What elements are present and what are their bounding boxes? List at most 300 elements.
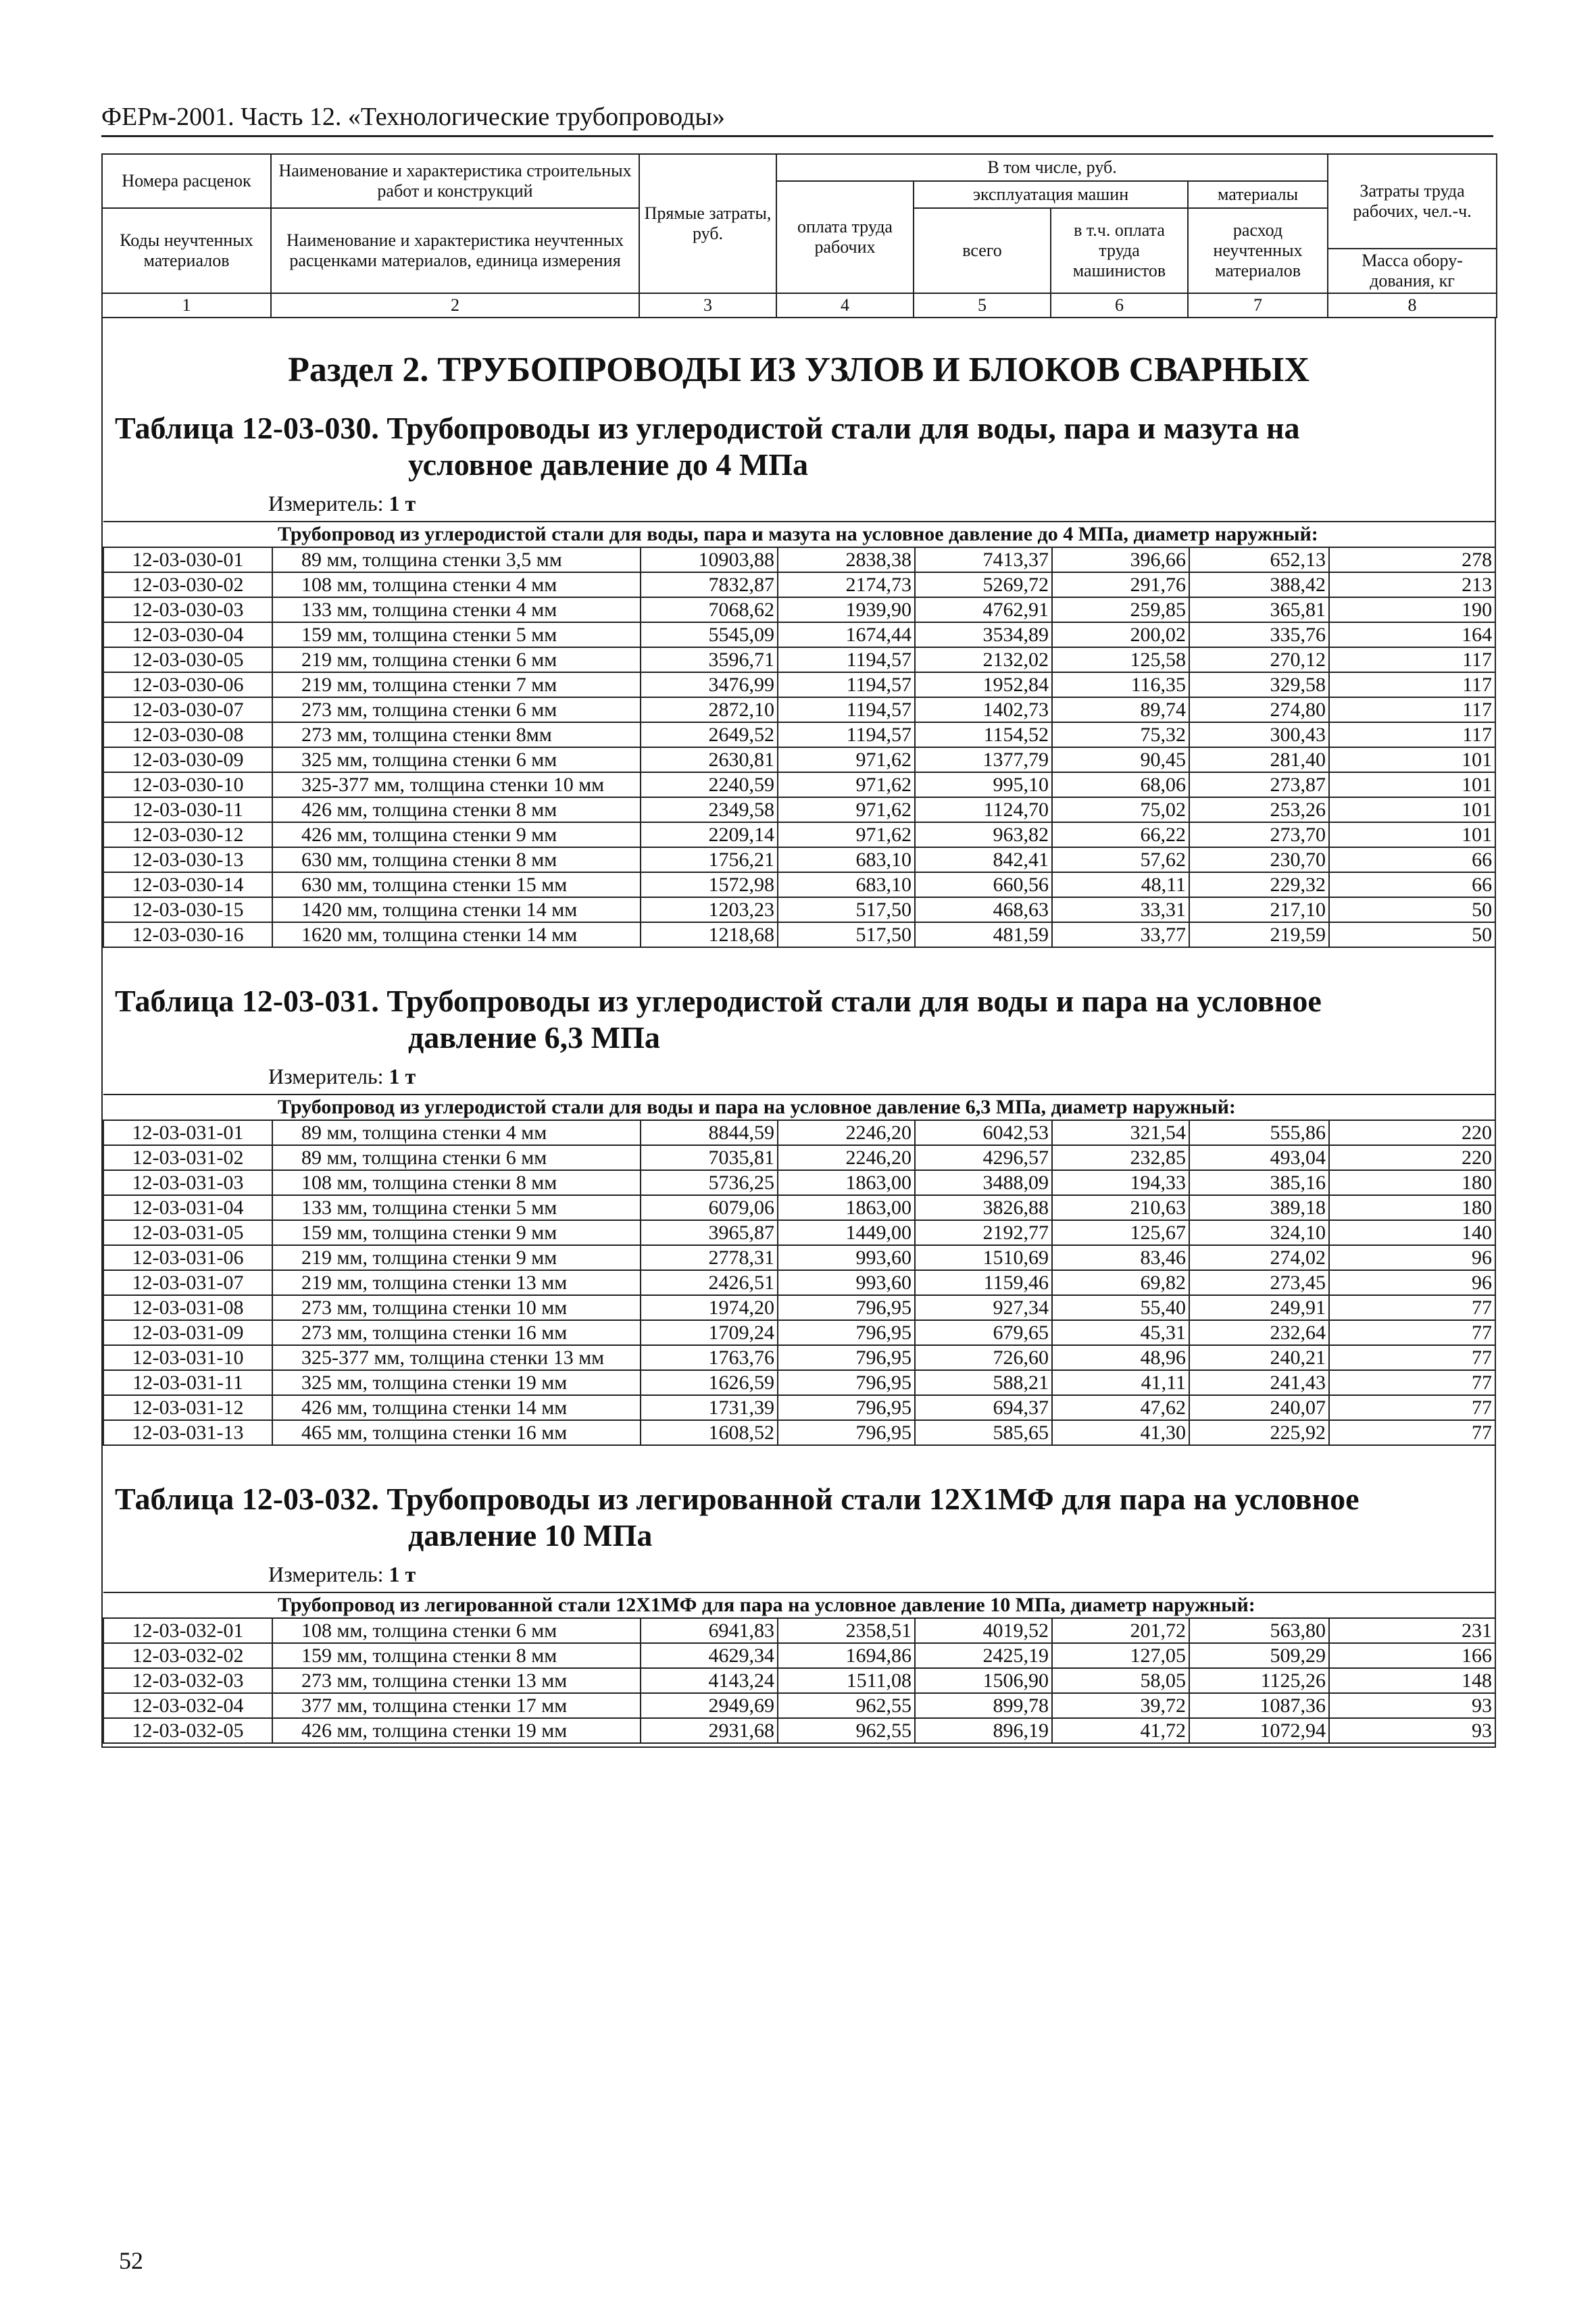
rate-code: 12-03-030-13 xyxy=(103,847,272,872)
operator-pay-cell: 57,62 xyxy=(1052,847,1189,872)
materials-cost-cell: 1072,94 xyxy=(1189,1718,1329,1743)
table-title xyxy=(103,410,1495,483)
work-description: 273 мм, толщина стенки 10 мм xyxy=(272,1295,641,1320)
rate-code: 12-03-031-07 xyxy=(103,1270,272,1295)
work-description: 325-377 мм, толщина стенки 10 мм xyxy=(272,772,641,797)
direct-costs-cell: 4629,34 xyxy=(641,1643,778,1668)
operator-pay-cell: 66,22 xyxy=(1052,822,1189,847)
labor-hours-cell: 190 xyxy=(1329,597,1495,622)
direct-costs-cell: 2872,10 xyxy=(641,697,778,722)
materials-cost-cell: 274,80 xyxy=(1189,697,1329,722)
document-page xyxy=(101,101,1493,1748)
operator-pay-cell: 125,67 xyxy=(1052,1220,1189,1245)
materials-cost-cell: 324,10 xyxy=(1189,1220,1329,1245)
worker-pay-cell: 796,95 xyxy=(778,1395,915,1420)
labor-hours-cell: 50 xyxy=(1329,897,1495,922)
unit-of-measure xyxy=(103,1561,1495,1588)
direct-costs-cell: 3965,87 xyxy=(641,1220,778,1245)
running-head: ФЕРм-2001. Часть 12. «Технологические трубопроводы» xyxy=(101,101,1493,137)
labor-hours-cell: 278 xyxy=(1329,547,1495,572)
column-header-table xyxy=(101,153,1497,318)
operator-pay-cell: 48,11 xyxy=(1052,872,1189,897)
machines-total-cell: 1510,69 xyxy=(915,1245,1052,1270)
table-row xyxy=(103,1370,1495,1395)
work-description: 219 мм, толщина стенки 6 мм xyxy=(272,647,641,672)
work-description: 325-377 мм, толщина стенки 13 мм xyxy=(272,1345,641,1370)
table-row xyxy=(103,1718,1495,1743)
machines-total-cell: 4762,91 xyxy=(915,597,1052,622)
operator-pay-cell: 75,32 xyxy=(1052,722,1189,747)
machines-total-cell: 1377,79 xyxy=(915,747,1052,772)
table-row xyxy=(103,1420,1495,1445)
work-description: 108 мм, толщина стенки 6 мм xyxy=(272,1618,641,1643)
header-labor-costs: Затраты труда рабочих, чел.-ч. xyxy=(1328,154,1497,249)
labor-hours-cell: 231 xyxy=(1329,1618,1495,1643)
table-title-line-1: Таблица 12-03-032. Трубопроводы из легированной стали 12Х1МФ для пара на условное xyxy=(115,1482,1360,1516)
materials-cost-cell: 240,07 xyxy=(1189,1395,1329,1420)
rate-code: 12-03-030-12 xyxy=(103,822,272,847)
materials-cost-cell: 1087,36 xyxy=(1189,1693,1329,1718)
worker-pay-cell: 971,62 xyxy=(778,797,915,822)
materials-cost-cell: 217,10 xyxy=(1189,897,1329,922)
direct-costs-cell: 4143,24 xyxy=(641,1668,778,1693)
direct-costs-cell: 5545,09 xyxy=(641,622,778,647)
direct-costs-cell: 1218,68 xyxy=(641,922,778,947)
table-title-line-2: давление 10 МПа xyxy=(408,1518,653,1553)
materials-cost-cell: 229,32 xyxy=(1189,872,1329,897)
rate-code: 12-03-031-09 xyxy=(103,1320,272,1345)
direct-costs-cell: 7832,87 xyxy=(641,572,778,597)
table-subheader: Трубопровод из углеродистой стали для воды и пара на условное давление 6,3 МПа, диаметр наружный: xyxy=(103,1095,1495,1120)
materials-cost-cell: 274,02 xyxy=(1189,1245,1329,1270)
work-description: 159 мм, толщина стенки 8 мм xyxy=(272,1643,641,1668)
worker-pay-cell: 971,62 xyxy=(778,747,915,772)
rate-code: 12-03-032-05 xyxy=(103,1718,272,1743)
machines-total-cell: 660,56 xyxy=(915,872,1052,897)
materials-cost-cell: 241,43 xyxy=(1189,1370,1329,1395)
unit-value: 1 т xyxy=(389,491,416,515)
worker-pay-cell: 517,50 xyxy=(778,897,915,922)
work-description: 219 мм, толщина стенки 7 мм xyxy=(272,672,641,697)
operator-pay-cell: 45,31 xyxy=(1052,1320,1189,1345)
rate-code: 12-03-030-08 xyxy=(103,722,272,747)
direct-costs-cell: 8844,59 xyxy=(641,1120,778,1145)
worker-pay-cell: 796,95 xyxy=(778,1370,915,1395)
materials-cost-cell: 230,70 xyxy=(1189,847,1329,872)
header-operator-pay: в т.ч. оплата труда машинистов xyxy=(1051,208,1188,293)
operator-pay-cell: 55,40 xyxy=(1052,1295,1189,1320)
machines-total-cell: 7413,37 xyxy=(915,547,1052,572)
materials-cost-cell: 329,58 xyxy=(1189,672,1329,697)
materials-cost-cell: 232,64 xyxy=(1189,1320,1329,1345)
direct-costs-cell: 2209,14 xyxy=(641,822,778,847)
machines-total-cell: 4019,52 xyxy=(915,1618,1052,1643)
operator-pay-cell: 39,72 xyxy=(1052,1693,1189,1718)
work-description: 426 мм, толщина стенки 19 мм xyxy=(272,1718,641,1743)
header-materials: материалы xyxy=(1188,181,1328,208)
materials-cost-cell: 253,26 xyxy=(1189,797,1329,822)
column-number: 7 xyxy=(1188,293,1328,318)
labor-hours-cell: 101 xyxy=(1329,797,1495,822)
header-machines: эксплуатация машин xyxy=(914,181,1188,208)
header-name-top: Наименование и характеристика строительных работ и конструкций xyxy=(271,154,639,208)
operator-pay-cell: 127,05 xyxy=(1052,1643,1189,1668)
labor-hours-cell: 213 xyxy=(1329,572,1495,597)
table-row xyxy=(103,772,1495,797)
labor-hours-cell: 220 xyxy=(1329,1120,1495,1145)
machines-total-cell: 585,65 xyxy=(915,1420,1052,1445)
rate-code: 12-03-032-03 xyxy=(103,1668,272,1693)
direct-costs-cell: 2949,69 xyxy=(641,1693,778,1718)
work-description: 108 мм, толщина стенки 4 мм xyxy=(272,572,641,597)
materials-cost-cell: 1125,26 xyxy=(1189,1668,1329,1693)
header-direct-costs: Прямые затраты, руб. xyxy=(639,154,776,293)
operator-pay-cell: 33,77 xyxy=(1052,922,1189,947)
rate-code: 12-03-030-02 xyxy=(103,572,272,597)
labor-hours-cell: 66 xyxy=(1329,872,1495,897)
operator-pay-cell: 68,06 xyxy=(1052,772,1189,797)
worker-pay-cell: 993,60 xyxy=(778,1245,915,1270)
worker-pay-cell: 1694,86 xyxy=(778,1643,915,1668)
rate-code: 12-03-032-04 xyxy=(103,1693,272,1718)
rate-code: 12-03-030-04 xyxy=(103,622,272,647)
materials-cost-cell: 509,29 xyxy=(1189,1643,1329,1668)
machines-total-cell: 3488,09 xyxy=(915,1170,1052,1195)
materials-cost-cell: 652,13 xyxy=(1189,547,1329,572)
table-row xyxy=(103,1120,1495,1145)
table-row xyxy=(103,1245,1495,1270)
labor-hours-cell: 180 xyxy=(1329,1195,1495,1220)
rate-code: 12-03-030-07 xyxy=(103,697,272,722)
machines-total-cell: 842,41 xyxy=(915,847,1052,872)
labor-hours-cell: 148 xyxy=(1329,1668,1495,1693)
labor-hours-cell: 140 xyxy=(1329,1220,1495,1245)
worker-pay-cell: 2246,20 xyxy=(778,1120,915,1145)
labor-hours-cell: 101 xyxy=(1329,747,1495,772)
operator-pay-cell: 83,46 xyxy=(1052,1245,1189,1270)
machines-total-cell: 4296,57 xyxy=(915,1145,1052,1170)
machines-total-cell: 927,34 xyxy=(915,1295,1052,1320)
table-subheader: Трубопровод из углеродистой стали для воды, пара и мазута на условное давление до 4 МПа, диаметр наружный: xyxy=(103,522,1495,547)
labor-hours-cell: 117 xyxy=(1329,722,1495,747)
labor-hours-cell: 101 xyxy=(1329,822,1495,847)
machines-total-cell: 1124,70 xyxy=(915,797,1052,822)
worker-pay-cell: 2246,20 xyxy=(778,1145,915,1170)
worker-pay-cell: 962,55 xyxy=(778,1718,915,1743)
unit-of-measure xyxy=(103,490,1495,517)
machines-total-cell: 896,19 xyxy=(915,1718,1052,1743)
labor-hours-cell: 77 xyxy=(1329,1345,1495,1370)
labor-hours-cell: 77 xyxy=(1329,1295,1495,1320)
table-subheader-row xyxy=(103,522,1495,547)
work-description: 159 мм, толщина стенки 9 мм xyxy=(272,1220,641,1245)
machines-total-cell: 481,59 xyxy=(915,922,1052,947)
rate-code: 12-03-031-12 xyxy=(103,1395,272,1420)
work-description: 325 мм, толщина стенки 19 мм xyxy=(272,1370,641,1395)
work-description: 133 мм, толщина стенки 5 мм xyxy=(272,1195,641,1220)
rate-code: 12-03-030-03 xyxy=(103,597,272,622)
table-row xyxy=(103,847,1495,872)
materials-cost-cell: 493,04 xyxy=(1189,1145,1329,1170)
work-description: 1620 мм, толщина стенки 14 мм xyxy=(272,922,641,947)
table-row xyxy=(103,1395,1495,1420)
machines-total-cell: 1506,90 xyxy=(915,1668,1052,1693)
worker-pay-cell: 796,95 xyxy=(778,1345,915,1370)
operator-pay-cell: 69,82 xyxy=(1052,1270,1189,1295)
direct-costs-cell: 1572,98 xyxy=(641,872,778,897)
table-row xyxy=(103,922,1495,947)
table-title-line-2: условное давление до 4 МПа xyxy=(408,447,809,482)
operator-pay-cell: 396,66 xyxy=(1052,547,1189,572)
rate-code: 12-03-031-13 xyxy=(103,1420,272,1445)
worker-pay-cell: 683,10 xyxy=(778,872,915,897)
materials-cost-cell: 281,40 xyxy=(1189,747,1329,772)
materials-cost-cell: 273,45 xyxy=(1189,1270,1329,1295)
worker-pay-cell: 971,62 xyxy=(778,822,915,847)
worker-pay-cell: 1194,57 xyxy=(778,697,915,722)
operator-pay-cell: 58,05 xyxy=(1052,1668,1189,1693)
rate-code: 12-03-031-10 xyxy=(103,1345,272,1370)
operator-pay-cell: 41,11 xyxy=(1052,1370,1189,1395)
worker-pay-cell: 1863,00 xyxy=(778,1195,915,1220)
labor-hours-cell: 93 xyxy=(1329,1693,1495,1718)
work-description: 219 мм, толщина стенки 13 мм xyxy=(272,1270,641,1295)
table-row xyxy=(103,622,1495,647)
column-number: 2 xyxy=(271,293,639,318)
machines-total-cell: 899,78 xyxy=(915,1693,1052,1718)
column-number: 4 xyxy=(776,293,914,318)
operator-pay-cell: 125,58 xyxy=(1052,647,1189,672)
table-subheader: Трубопровод из легированной стали 12Х1МФ для пара на условное давление 10 МПа, диаметр наружный: xyxy=(103,1592,1495,1618)
unit-label: Измеритель: xyxy=(268,491,389,515)
machines-total-cell: 3534,89 xyxy=(915,622,1052,647)
direct-costs-cell: 1203,23 xyxy=(641,897,778,922)
rate-code: 12-03-030-01 xyxy=(103,547,272,572)
work-description: 273 мм, толщина стенки 16 мм xyxy=(272,1320,641,1345)
table-row xyxy=(103,672,1495,697)
column-number: 1 xyxy=(102,293,271,318)
worker-pay-cell: 1511,08 xyxy=(778,1668,915,1693)
header-worker-pay: оплата труда рабочих xyxy=(776,181,914,293)
price-table xyxy=(103,1094,1496,1446)
worker-pay-cell: 1939,90 xyxy=(778,597,915,622)
operator-pay-cell: 194,33 xyxy=(1052,1170,1189,1195)
work-description: 273 мм, толщина стенки 8мм xyxy=(272,722,641,747)
operator-pay-cell: 47,62 xyxy=(1052,1395,1189,1420)
section-frame xyxy=(101,318,1496,1748)
work-description: 377 мм, толщина стенки 17 мм xyxy=(272,1693,641,1718)
table-row xyxy=(103,1220,1495,1245)
operator-pay-cell: 200,02 xyxy=(1052,622,1189,647)
direct-costs-cell: 1608,52 xyxy=(641,1420,778,1445)
direct-costs-cell: 7035,81 xyxy=(641,1145,778,1170)
table-title-line-1: Таблица 12-03-031. Трубопроводы из углеродистой стали для воды и пара на условное xyxy=(115,984,1322,1018)
materials-cost-cell: 388,42 xyxy=(1189,572,1329,597)
materials-cost-cell: 300,43 xyxy=(1189,722,1329,747)
section-title: Раздел 2. ТРУБОПРОВОДЫ ИЗ УЗЛОВ И БЛОКОВ СВАРНЫХ xyxy=(288,351,1310,389)
direct-costs-cell: 1626,59 xyxy=(641,1370,778,1395)
direct-costs-cell: 3596,71 xyxy=(641,647,778,672)
machines-total-cell: 1952,84 xyxy=(915,672,1052,697)
rate-code: 12-03-031-05 xyxy=(103,1220,272,1245)
operator-pay-cell: 41,72 xyxy=(1052,1718,1189,1743)
work-description: 108 мм, толщина стенки 8 мм xyxy=(272,1170,641,1195)
rate-code: 12-03-031-06 xyxy=(103,1245,272,1270)
work-description: 426 мм, толщина стенки 9 мм xyxy=(272,822,641,847)
operator-pay-cell: 89,74 xyxy=(1052,697,1189,722)
worker-pay-cell: 2174,73 xyxy=(778,572,915,597)
worker-pay-cell: 1194,57 xyxy=(778,672,915,697)
direct-costs-cell: 10903,88 xyxy=(641,547,778,572)
column-number: 8 xyxy=(1328,293,1497,318)
work-description: 89 мм, толщина стенки 3,5 мм xyxy=(272,547,641,572)
rate-code: 12-03-030-11 xyxy=(103,797,272,822)
rate-code: 12-03-031-04 xyxy=(103,1195,272,1220)
direct-costs-cell: 5736,25 xyxy=(641,1170,778,1195)
materials-cost-cell: 270,12 xyxy=(1189,647,1329,672)
machines-total-cell: 726,60 xyxy=(915,1345,1052,1370)
operator-pay-cell: 116,35 xyxy=(1052,672,1189,697)
table-row xyxy=(103,1145,1495,1170)
table-row xyxy=(103,572,1495,597)
worker-pay-cell: 796,95 xyxy=(778,1420,915,1445)
table-row xyxy=(103,1643,1495,1668)
direct-costs-cell: 2778,31 xyxy=(641,1245,778,1270)
header-including: В том числе, руб. xyxy=(776,154,1328,181)
column-number: 6 xyxy=(1051,293,1188,318)
direct-costs-cell: 3476,99 xyxy=(641,672,778,697)
machines-total-cell: 679,65 xyxy=(915,1320,1052,1345)
labor-hours-cell: 66 xyxy=(1329,847,1495,872)
direct-costs-cell: 6941,83 xyxy=(641,1618,778,1643)
rate-code: 12-03-031-08 xyxy=(103,1295,272,1320)
operator-pay-cell: 75,02 xyxy=(1052,797,1189,822)
work-description: 325 мм, толщина стенки 6 мм xyxy=(272,747,641,772)
materials-cost-cell: 385,16 xyxy=(1189,1170,1329,1195)
table-row xyxy=(103,822,1495,847)
work-description: 630 мм, толщина стенки 15 мм xyxy=(272,872,641,897)
rate-code: 12-03-031-02 xyxy=(103,1145,272,1170)
header-material-use: расход неучтенных материалов xyxy=(1188,208,1328,293)
work-description: 426 мм, толщина стенки 14 мм xyxy=(272,1395,641,1420)
operator-pay-cell: 321,54 xyxy=(1052,1120,1189,1145)
labor-hours-cell: 96 xyxy=(1329,1245,1495,1270)
column-number: 5 xyxy=(914,293,1051,318)
materials-cost-cell: 225,92 xyxy=(1189,1420,1329,1445)
labor-hours-cell: 117 xyxy=(1329,647,1495,672)
operator-pay-cell: 259,85 xyxy=(1052,597,1189,622)
worker-pay-cell: 1194,57 xyxy=(778,647,915,672)
worker-pay-cell: 683,10 xyxy=(778,847,915,872)
table-row xyxy=(103,647,1495,672)
page-number: 52 xyxy=(119,2247,143,2274)
table-row xyxy=(103,747,1495,772)
table-row xyxy=(103,872,1495,897)
labor-hours-cell: 50 xyxy=(1329,922,1495,947)
table-row xyxy=(103,1345,1495,1370)
labor-hours-cell: 77 xyxy=(1329,1370,1495,1395)
materials-cost-cell: 273,87 xyxy=(1189,772,1329,797)
table-row xyxy=(103,597,1495,622)
header-codes-bottom: Коды неучтенных материалов xyxy=(102,208,271,293)
work-description: 159 мм, толщина стенки 5 мм xyxy=(272,622,641,647)
machines-total-cell: 1154,52 xyxy=(915,722,1052,747)
operator-pay-cell: 33,31 xyxy=(1052,897,1189,922)
direct-costs-cell: 1763,76 xyxy=(641,1345,778,1370)
machines-total-cell: 694,37 xyxy=(915,1395,1052,1420)
labor-hours-cell: 220 xyxy=(1329,1145,1495,1170)
table-row xyxy=(103,722,1495,747)
machines-total-cell: 1159,46 xyxy=(915,1270,1052,1295)
table-title-line-2: давление 6,3 МПа xyxy=(408,1020,660,1055)
worker-pay-cell: 796,95 xyxy=(778,1320,915,1345)
labor-hours-cell: 93 xyxy=(1329,1718,1495,1743)
header-codes-top: Номера расценок xyxy=(102,154,271,208)
table-subheader-row xyxy=(103,1095,1495,1120)
rate-code: 12-03-030-10 xyxy=(103,772,272,797)
machines-total-cell: 995,10 xyxy=(915,772,1052,797)
worker-pay-cell: 517,50 xyxy=(778,922,915,947)
rate-code: 12-03-030-15 xyxy=(103,897,272,922)
unit-value: 1 т xyxy=(389,1562,416,1586)
price-table xyxy=(103,1592,1496,1744)
table-row xyxy=(103,897,1495,922)
price-table xyxy=(103,521,1496,948)
worker-pay-cell: 796,95 xyxy=(778,1295,915,1320)
materials-cost-cell: 563,80 xyxy=(1189,1618,1329,1643)
direct-costs-cell: 1756,21 xyxy=(641,847,778,872)
worker-pay-cell: 2358,51 xyxy=(778,1618,915,1643)
rate-code: 12-03-030-14 xyxy=(103,872,272,897)
rate-code: 12-03-031-11 xyxy=(103,1370,272,1395)
labor-hours-cell: 77 xyxy=(1329,1320,1495,1345)
column-number: 3 xyxy=(639,293,776,318)
rate-code: 12-03-030-09 xyxy=(103,747,272,772)
table-row xyxy=(103,1195,1495,1220)
rate-code: 12-03-031-01 xyxy=(103,1120,272,1145)
machines-total-cell: 6042,53 xyxy=(915,1120,1052,1145)
operator-pay-cell: 41,30 xyxy=(1052,1420,1189,1445)
table-row xyxy=(103,797,1495,822)
rate-code: 12-03-032-02 xyxy=(103,1643,272,1668)
work-description: 273 мм, толщина стенки 6 мм xyxy=(272,697,641,722)
header-equipment-mass: Масса обору-дования, кг xyxy=(1328,249,1497,293)
table-subheader-row xyxy=(103,1592,1495,1618)
header-machines-total: всего xyxy=(914,208,1051,293)
frame-bottom-spacer xyxy=(103,1744,1495,1746)
materials-cost-cell: 219,59 xyxy=(1189,922,1329,947)
operator-pay-cell: 291,76 xyxy=(1052,572,1189,597)
table-row xyxy=(103,697,1495,722)
machines-total-cell: 2132,02 xyxy=(915,647,1052,672)
work-description: 426 мм, толщина стенки 8 мм xyxy=(272,797,641,822)
work-description: 465 мм, толщина стенки 16 мм xyxy=(272,1420,641,1445)
work-description: 273 мм, толщина стенки 13 мм xyxy=(272,1668,641,1693)
materials-cost-cell: 240,21 xyxy=(1189,1345,1329,1370)
work-description: 89 мм, толщина стенки 6 мм xyxy=(272,1145,641,1170)
materials-cost-cell: 335,76 xyxy=(1189,622,1329,647)
direct-costs-cell: 2649,52 xyxy=(641,722,778,747)
direct-costs-cell: 2240,59 xyxy=(641,772,778,797)
price-table-block xyxy=(103,410,1495,948)
table-row xyxy=(103,1295,1495,1320)
machines-total-cell: 2192,77 xyxy=(915,1220,1052,1245)
labor-hours-cell: 96 xyxy=(1329,1270,1495,1295)
work-description: 133 мм, толщина стенки 4 мм xyxy=(272,597,641,622)
worker-pay-cell: 962,55 xyxy=(778,1693,915,1718)
operator-pay-cell: 232,85 xyxy=(1052,1145,1189,1170)
unit-of-measure xyxy=(103,1063,1495,1090)
